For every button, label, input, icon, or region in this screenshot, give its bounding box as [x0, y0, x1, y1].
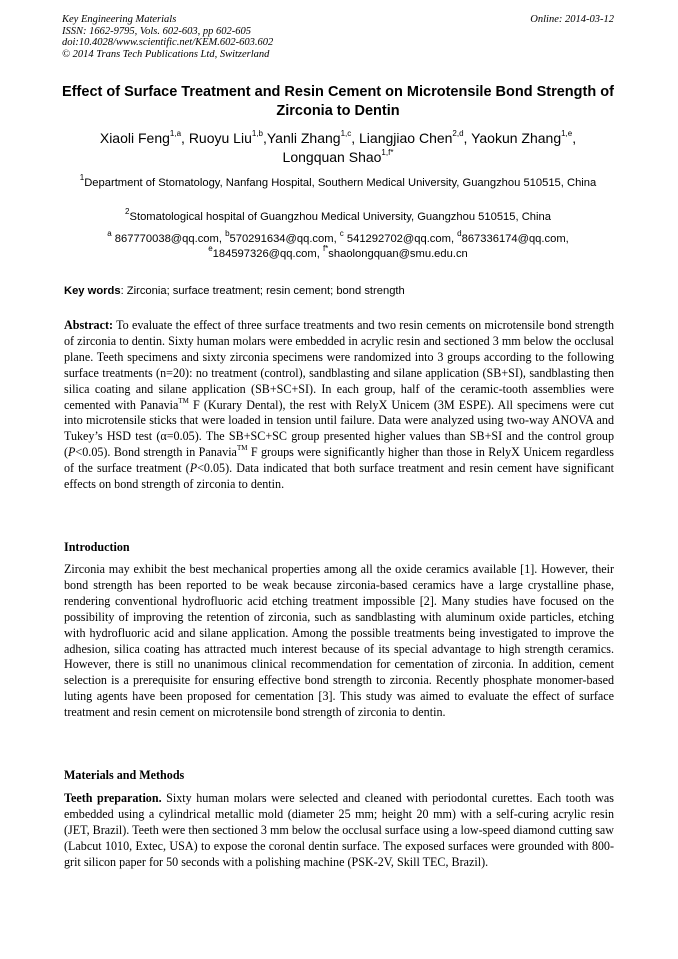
- affiliation-text: Department of Stomatology, Nanfang Hospital, Southern Medical University, Guangzhou 510515, China: [84, 177, 597, 189]
- introduction-text: Zirconia may exhibit the best mechanical properties among all the oxide ceramics available [1]. However, their bond strength has been reported to be weak because zirconia-based ceramics have a large crystalline phase, rendering conventional hydrofluoric acid etching treatment impossible [2]. Many studies have focused on the possibility of improving the retention of zirconia, such as sandblasting with aluminum oxide particles, etching with hydrofluoric acid and silane application. Among the possible treatments being investigated to improve the adhesion, silica coating has attracted much interest because of its special advantage to high strength ceramics. However, there is still no unanimous clinical recommendation for cementation of zirconia. In addition, cement selection is a prerequisite for ensuring effective bond strength to zirconia. Recently phosphate monomer-based luting agents have been proposed for cementation [3]. This study was aimed to evaluate the effect of surface treatment and resin cement on microtensile bond strength of zirconia to dentin.: [64, 562, 614, 720]
- affiliation-mark: 1: [79, 173, 85, 183]
- copyright-line: © 2014 Trans Tech Publications Ltd, Switzerland: [62, 48, 270, 60]
- email-link[interactable]: 867770038@qq.com: [114, 233, 219, 245]
- p-value-symbol: P: [189, 461, 198, 476]
- author-name: Ruoyu Liu: [188, 130, 252, 146]
- affiliation-text: Stomatological hospital of Guangzhou Medical University, Guangzhou 510515, China: [129, 211, 551, 223]
- p-value-symbol: P: [68, 445, 76, 460]
- abstract: [64, 318, 614, 493]
- trademark-mark: TM: [178, 396, 189, 405]
- author-name: Yaokun Zhang: [471, 130, 562, 146]
- journal-name: Key Engineering Materials: [62, 14, 177, 25]
- email-link[interactable]: 570291634@qq.com: [229, 233, 334, 245]
- abstract-text: F groups were significantly higher than those in RelyX Unicem regardless of the surface treatment (: [64, 445, 614, 476]
- email-mark: d: [457, 229, 462, 239]
- abstract-label: Abstract:: [64, 318, 114, 332]
- introduction-heading: Introduction: [64, 540, 130, 554]
- email-mark: e: [208, 244, 213, 254]
- teeth-preparation-paragraph: [64, 791, 614, 871]
- email-mark: b: [225, 229, 230, 239]
- author-name: Liangjiao Chen: [359, 130, 453, 146]
- author-affil-mark: 2,d: [452, 129, 464, 139]
- affiliation-1: [62, 173, 614, 191]
- author-name: Xiaoli Feng: [99, 130, 170, 146]
- keywords-label: Key words: [64, 285, 121, 297]
- email-link[interactable]: 184597326@qq.com: [212, 248, 317, 260]
- author-affil-mark: 1,c: [340, 129, 352, 139]
- author-affil-mark: 1,f*: [381, 148, 394, 158]
- affiliation-2: [62, 207, 614, 225]
- teeth-preparation-text: Sixty human molars were selected and cleaned with periodontal curettes. Each tooth was embedded using a cylindrical metallic mold (diameter 25 mm; height 20 mm) with a self-curing acrylic resin (JET, Brazil). Teeth were then sectioned 3 mm below the occlusal surface using a low-speed diamond cutting saw (Labcut 1010, Extec, USA) to expose the coronal dentin surface. The exposed surfaces were grounded with 800-grit silicon paper for 50 seconds with a polishing machine (PSK-2V, Skill TEC, Brazil).: [64, 791, 614, 869]
- affiliation-mark: 2: [125, 207, 130, 217]
- abstract-text: To evaluate the effect of three surface treatments and two resin cements on microtensile bond strength of zirconia to dentin. Sixty human molars were embedded in acrylic resin and sectioned 3 mm below the occlusal plane. Teeth specimens and sixty zirconia specimens were randomized into 3 groups according to the following surface treatments (n=20): no treatment (control), sandblasting and silane application (SB+SI), sandblasting then silica coating and silane application (SB+SC+SI). In each group, half of the ceramic-tooth assemblies were cemented with Panavia: [64, 318, 614, 412]
- journal-header: [62, 14, 273, 60]
- author-affil-mark: 1,e: [561, 129, 573, 139]
- materials-heading: Materials and Methods: [64, 768, 185, 782]
- abstract-text: <0.05). Bond strength in Panavia: [75, 445, 237, 460]
- author-list: Xiaoli Feng$^{1,a}$, Ruoyu Liu$^{1,b}$,Yanli Zhang$^{1,c}$, Liangjiao Chen$^{2,d}$, Yaokun Zhang$^{1,e}$, Longquan Shao$^{1,f*}$: [99, 129, 577, 165]
- trademark-mark: TM: [236, 444, 248, 453]
- issn-line: ISSN: 1662-9795, Vols. 602-603, pp 602-605: [62, 25, 251, 37]
- abstract-text: <0.05). Data indicated that both surface treatment and resin cement have significant effects on bond strength of zirconia to dentin.: [64, 461, 614, 492]
- email-mark: f*: [322, 244, 329, 254]
- author-name: Longquan Shao: [282, 149, 382, 165]
- online-date: Online: 2014-03-12: [530, 14, 614, 25]
- email-list: $^a$ 867770038@qq.com, $^b$570291634@qq.com, $^c$ 541292702@qq.com, $^d$867336174@qq.com, $^e$184597326@qq.com, $^{f*}$shaolongquan@smu.edu.cn: [107, 229, 569, 260]
- email-link[interactable]: 867336174@qq.com: [461, 233, 566, 245]
- paper-title: Effect of Surface Treatment and Resin Cement on Microtensile Bond Strength of Zirconia to Dentin: [62, 84, 614, 119]
- keywords-text: : Zirconia; surface treatment; resin cement; bond strength: [120, 285, 405, 297]
- abstract-text: F (Kurary Dental), the rest with RelyX Unicem (3M ESPE). All specimens were cut into microtensile sticks that were loaded in tension until failure. Data were analyzed using two-way ANOVA and Tukey’s HSD test (α=0.05). The SB+SC+SC group presented higher values than SB+SI and the control group (: [64, 397, 614, 460]
- teeth-preparation-label: Teeth preparation.: [64, 791, 162, 805]
- author-affil-mark: 1,b: [251, 129, 263, 139]
- keywords: [64, 284, 616, 298]
- author-name: Yanli Zhang: [266, 130, 341, 146]
- email-link[interactable]: 541292702@qq.com: [346, 233, 451, 245]
- email-link[interactable]: shaolongquan@smu.edu.cn: [328, 248, 468, 260]
- email-mark: c: [339, 229, 344, 239]
- author-affil-mark: 1,a: [169, 129, 182, 139]
- doi-line: doi:10.4028/www.scientific.net/KEM.602-603.602: [62, 37, 274, 48]
- email-mark: a: [107, 229, 112, 239]
